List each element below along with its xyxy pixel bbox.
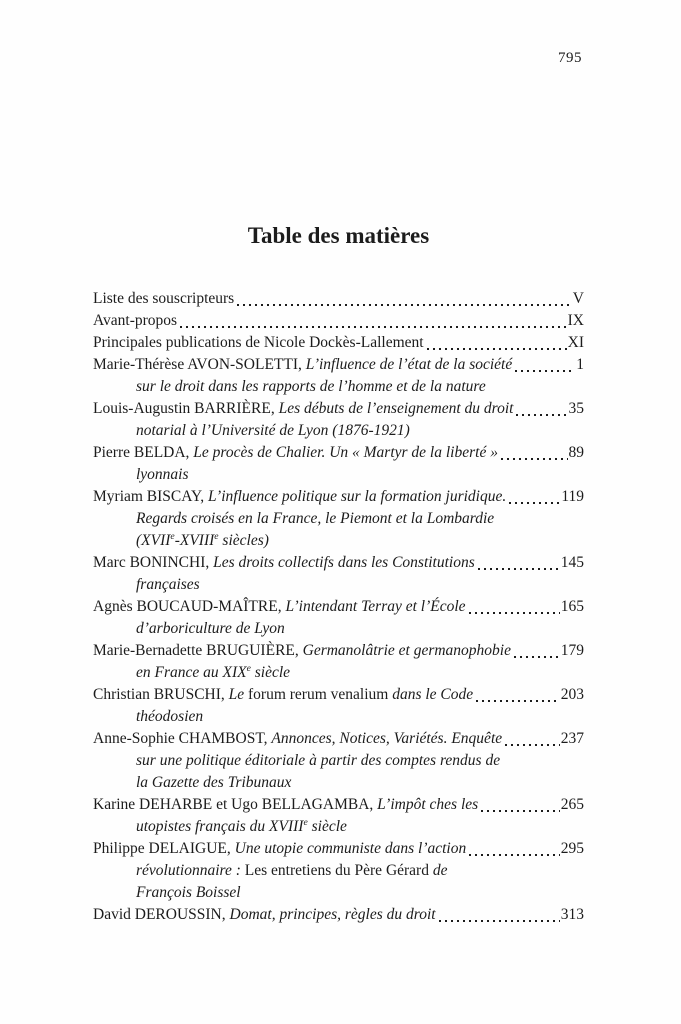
toc-entry-first-line xyxy=(93,332,584,354)
toc-entry xyxy=(93,442,584,486)
dot-leader xyxy=(481,810,560,812)
dot-leader xyxy=(516,414,567,416)
toc-page-number: 35 xyxy=(568,400,584,417)
toc-page-number: 295 xyxy=(560,840,584,857)
toc-text-segment: Myriam BISCAY, xyxy=(93,488,208,505)
toc-page-number: 203 xyxy=(560,686,584,703)
toc-text-segment: Christian BRUSCHI, xyxy=(93,686,229,703)
toc-entry-first-line xyxy=(93,288,584,310)
toc-text-segment: Marie-Bernadette BRUGUIÈRE, xyxy=(93,642,303,659)
toc-entry-first-line xyxy=(93,354,584,376)
toc-text-segment: Avant-propos xyxy=(93,312,178,329)
toc-text-segment: Les droits collectifs dans les Constitutions xyxy=(213,554,475,571)
page-title: Table des matières xyxy=(247,223,430,249)
toc-entry xyxy=(93,398,584,442)
toc-text-segment: Les entretiens du Père Gérard xyxy=(244,862,433,879)
toc-entry-continuation xyxy=(93,860,584,882)
toc-text-segment: en France au XIX xyxy=(136,664,247,681)
dot-leader xyxy=(514,656,560,658)
toc-page-number: 237 xyxy=(560,730,584,747)
toc-entry-first-line xyxy=(93,794,584,816)
toc-text-segment: e xyxy=(170,530,175,542)
toc-page-number: 1 xyxy=(576,356,584,373)
toc-entry-text xyxy=(93,684,473,706)
toc-entry-text xyxy=(93,728,502,750)
toc-text-segment: siècles) xyxy=(218,532,269,549)
toc-text-segment: Marie-Thérèse AVON-SOLETTI, xyxy=(93,356,306,373)
toc-text-segment: e xyxy=(214,530,219,542)
toc-entry-first-line xyxy=(93,596,584,618)
toc-entry-continuation xyxy=(93,508,584,530)
toc-text-segment: Marc BONINCHI, xyxy=(93,554,214,571)
toc-text-segment: Agnès BOUCAUD-MAÎTRE, xyxy=(93,598,286,615)
toc-text-segment: Anne-Sophie CHAMBOST, xyxy=(93,730,272,747)
toc-entry-continuation xyxy=(93,464,584,486)
dot-leader xyxy=(180,326,567,328)
dot-leader xyxy=(509,502,560,504)
toc-entry-text xyxy=(93,288,234,310)
toc-text-segment: Principales publications de Nicole Dockès-Lallement xyxy=(93,334,424,351)
dot-leader xyxy=(515,370,575,372)
toc-text-segment: d’arboriculture de Lyon xyxy=(136,620,285,637)
toc-entry-text xyxy=(93,794,478,816)
toc-entry xyxy=(93,728,584,794)
toc-text-segment: Liste des souscripteurs xyxy=(93,290,235,307)
toc-text-segment: L’influence de l’état de la société xyxy=(305,356,513,373)
dot-leader xyxy=(501,458,568,460)
toc-text-segment: Karine DEHARBE et Ugo BELLAGAMBA, xyxy=(93,796,378,813)
toc-entry xyxy=(93,794,584,838)
dot-leader xyxy=(478,568,560,570)
toc-entry-continuation xyxy=(93,376,584,398)
toc-entry-continuation xyxy=(93,618,584,640)
dot-leader xyxy=(505,744,560,746)
toc-entry-continuation xyxy=(93,420,584,442)
toc-entry-first-line xyxy=(93,684,584,706)
toc-entry-continuation xyxy=(93,882,584,904)
toc-entry xyxy=(93,838,584,904)
toc-text-segment: Le xyxy=(228,686,249,703)
toc-entry xyxy=(93,354,584,398)
toc-text-segment: L’impôt ches les xyxy=(377,796,479,813)
toc-text-segment: Germanolâtrie et germanophobie xyxy=(302,642,511,659)
toc-text-segment: Les débuts de l’enseignement du droit xyxy=(278,400,514,417)
toc-text-segment: forum rerum venalium xyxy=(248,686,393,703)
toc-entry-continuation xyxy=(93,816,584,838)
toc-text-segment: Annonces, Notices, Variétés. Enquête xyxy=(271,730,503,747)
toc-text-segment: la Gazette des Tribunaux xyxy=(136,774,292,791)
toc-text-segment: François Boissel xyxy=(136,884,241,901)
toc-entry-first-line xyxy=(93,486,584,508)
toc-page-number: 119 xyxy=(561,488,584,505)
toc-entry-first-line xyxy=(93,398,584,420)
toc-entry xyxy=(93,552,584,596)
toc-text-segment: Une utopie communiste dans l’action xyxy=(234,840,467,857)
toc-entry-text xyxy=(93,552,475,574)
toc-text-segment: Philippe DELAIGUE, xyxy=(93,840,235,857)
toc-text-segment: utopistes français du XVIII xyxy=(136,818,304,835)
toc-entry-first-line xyxy=(93,442,584,464)
toc-text-segment: David DEROUSSIN, xyxy=(93,906,230,923)
toc-page-number: 145 xyxy=(560,554,584,571)
toc-entry-first-line xyxy=(93,310,584,332)
dot-leader xyxy=(439,920,560,922)
toc-page-number: IX xyxy=(567,312,584,329)
toc-entry xyxy=(93,310,584,332)
toc-entry-continuation xyxy=(93,662,584,684)
dot-leader xyxy=(476,700,560,702)
toc-entry xyxy=(93,288,584,310)
toc-entry-continuation xyxy=(93,772,584,794)
toc-text-segment: Louis-Augustin BARRIÈRE, xyxy=(93,400,279,417)
toc-list xyxy=(93,288,584,926)
toc-page-number: 313 xyxy=(560,906,584,923)
toc-text-segment: L’influence politique sur la formation juridique. xyxy=(208,488,507,505)
toc-entry xyxy=(93,332,584,354)
toc-text-segment: Regards croisés en la France, le Piemont et la Lombardie xyxy=(136,510,495,527)
toc-entry-text xyxy=(93,904,436,926)
toc-text-segment: e xyxy=(246,662,251,674)
toc-entry xyxy=(93,596,584,640)
toc-entry-first-line xyxy=(93,552,584,574)
toc-entry xyxy=(93,640,584,684)
toc-text-segment: e xyxy=(303,816,308,828)
toc-text-segment: siècle xyxy=(307,818,347,835)
toc-entry-text xyxy=(93,398,513,420)
toc-text-segment: Le procès de Chalier. Un « Martyr de la liberté » xyxy=(193,444,498,461)
toc-entry-text xyxy=(93,838,466,860)
dot-leader xyxy=(427,348,567,350)
toc-page-number: V xyxy=(572,290,584,307)
toc-text-segment: notarial à l’Université de Lyon (1876-1921) xyxy=(136,422,410,439)
toc-entry-text xyxy=(93,354,512,376)
toc-page-number: 89 xyxy=(568,444,584,461)
toc-entry-first-line xyxy=(93,640,584,662)
toc-entry xyxy=(93,684,584,728)
toc-entry xyxy=(93,486,584,552)
toc-text-segment: (XVII xyxy=(136,532,171,549)
toc-entry-first-line xyxy=(93,728,584,750)
toc-entry-first-line xyxy=(93,904,584,926)
toc-entry-text xyxy=(93,310,177,332)
toc-page-number: XI xyxy=(567,334,584,351)
toc-text-segment: L’intendant Terray et l’École xyxy=(285,598,466,615)
toc-text-segment: françaises xyxy=(136,576,200,593)
toc-entry-continuation xyxy=(93,750,584,772)
toc-entry-continuation xyxy=(93,706,584,728)
toc-text-segment: Pierre BELDA, xyxy=(93,444,194,461)
toc-text-segment: lyonnais xyxy=(136,466,189,483)
toc-entry-text xyxy=(93,332,424,354)
toc-entry-first-line xyxy=(93,838,584,860)
toc-text-segment: théodosien xyxy=(136,708,204,725)
toc-page-number: 265 xyxy=(560,796,584,813)
toc-entry-text xyxy=(93,486,506,508)
toc-text-segment: sur une politique éditoriale à partir des comptes rendus de xyxy=(136,752,501,769)
toc-page-number: 179 xyxy=(560,642,584,659)
dot-leader xyxy=(469,854,560,856)
toc-entry-text xyxy=(93,640,511,662)
toc-text-segment: -XVIII xyxy=(174,532,215,549)
toc-entry xyxy=(93,904,584,926)
toc-text-segment: de xyxy=(432,862,448,879)
toc-entry-continuation xyxy=(93,530,584,552)
toc-page-number: 165 xyxy=(560,598,584,615)
toc-entry-continuation xyxy=(93,574,584,596)
toc-text-segment: révolutionnaire : xyxy=(136,862,245,879)
toc-text-segment: siècle xyxy=(250,664,291,681)
dot-leader xyxy=(237,304,572,306)
page-folio: 795 xyxy=(558,50,582,66)
toc-entry-text xyxy=(93,596,466,618)
toc-entry-text xyxy=(93,442,498,464)
dot-leader xyxy=(469,612,560,614)
toc-text-segment: sur le droit dans les rapports de l’homme et de la nature xyxy=(136,378,486,395)
toc-text-segment: Domat, principes, règles du droit xyxy=(229,906,436,923)
toc-text-segment: dans le Code xyxy=(392,686,474,703)
